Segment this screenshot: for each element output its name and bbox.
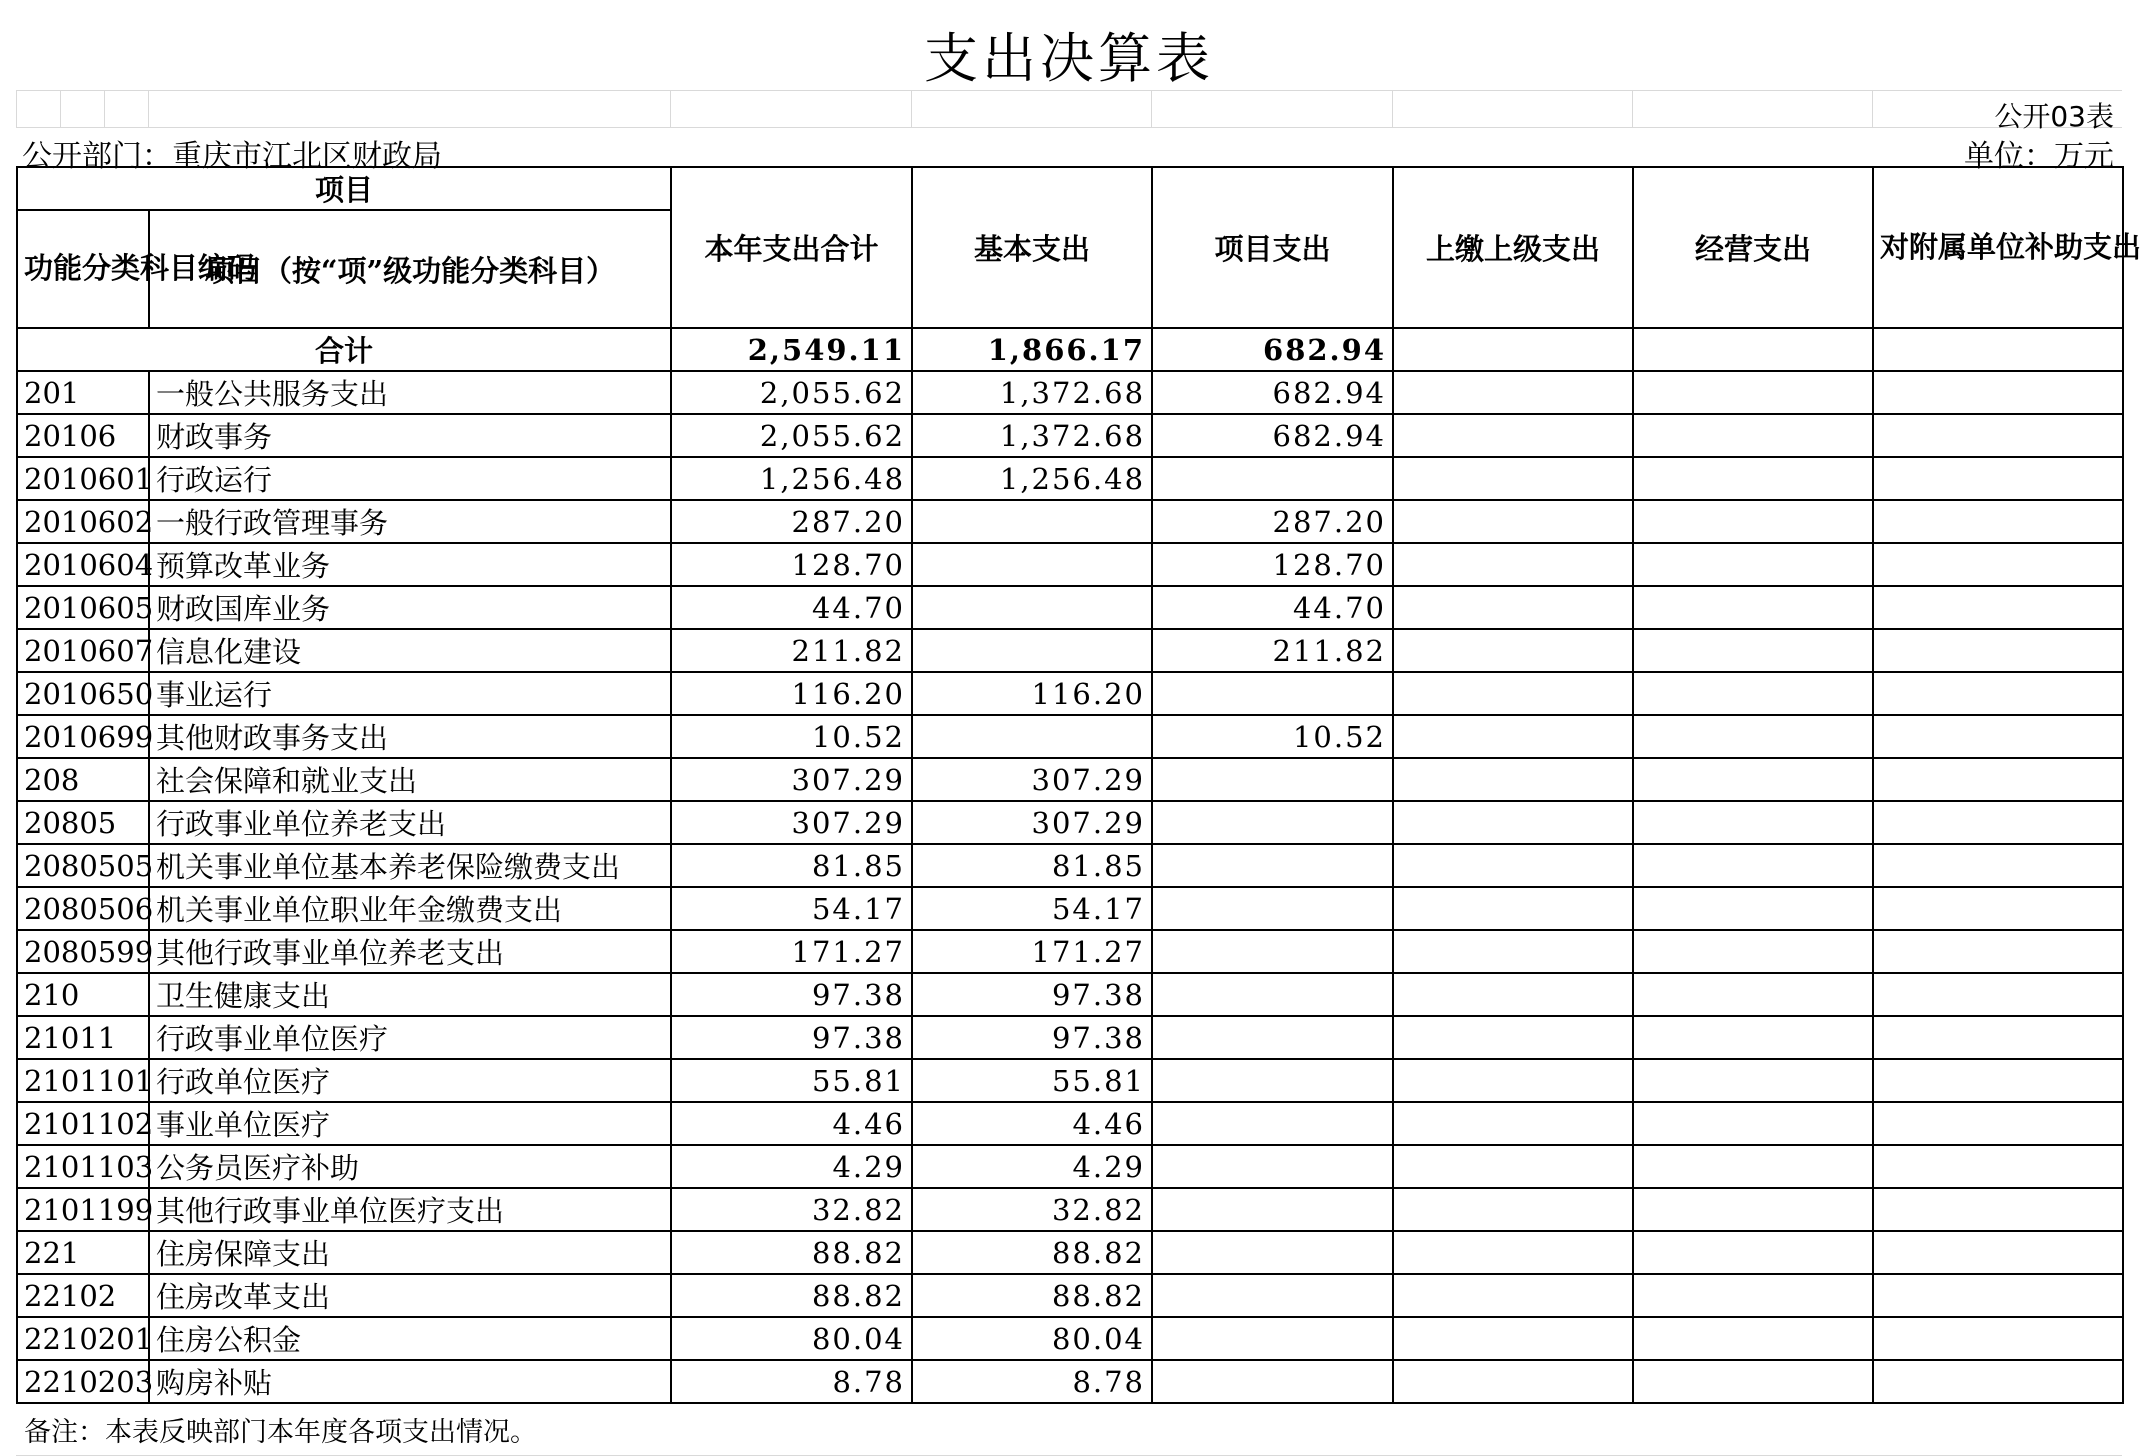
table-row: [17, 543, 2123, 586]
business-cell: [1633, 715, 1873, 758]
business-cell: [1633, 1188, 1873, 1231]
basic-cell: 80.04: [912, 1317, 1152, 1360]
project-cell: 128.70: [1152, 543, 1393, 586]
business-cell: [1633, 801, 1873, 844]
subsidy-cell: [1873, 1016, 2123, 1059]
total-project: 682.94: [1152, 328, 1393, 371]
project-cell: [1152, 1274, 1393, 1317]
total-cell: 81.85: [671, 844, 912, 887]
project-cell: [1152, 973, 1393, 1016]
project-cell: [1152, 672, 1393, 715]
business-cell: [1633, 672, 1873, 715]
grid-cell: [1872, 91, 1873, 127]
project-cell: [1152, 1059, 1393, 1102]
subsidy-cell: [1873, 1274, 2123, 1317]
table-row: [17, 1102, 2123, 1145]
subsidy-cell: [1873, 930, 2123, 973]
business-cell: [1633, 414, 1873, 457]
spreadsheet: [16, 18, 2141, 1456]
code-cell: 2101199: [17, 1188, 149, 1231]
code-cell: 210: [17, 973, 149, 1016]
table-row: [17, 1059, 2123, 1102]
business-header: 经营支出: [1633, 167, 1873, 328]
upper-cell: [1393, 1016, 1633, 1059]
business-cell: [1633, 1102, 1873, 1145]
total-cell: 1,256.48: [671, 457, 912, 500]
project-cell: [1152, 1231, 1393, 1274]
code-cell: 221: [17, 1231, 149, 1274]
table-row: [17, 1188, 2123, 1231]
basic-cell: 307.29: [912, 801, 1152, 844]
total-cell: 8.78: [671, 1360, 912, 1403]
subsidy-cell: [1873, 1059, 2123, 1102]
total-cell: 128.70: [671, 543, 912, 586]
upper-cell: [1393, 543, 1633, 586]
table-row: [17, 1016, 2123, 1059]
upper-cell: [1393, 500, 1633, 543]
table-row: [17, 844, 2123, 887]
business-cell: [1633, 371, 1873, 414]
department-row: [16, 128, 2122, 174]
project-cell: [1152, 1317, 1393, 1360]
basic-cell: [912, 500, 1152, 543]
total-cell: 307.29: [671, 801, 912, 844]
total-cell: 116.20: [671, 672, 912, 715]
basic-cell: 4.46: [912, 1102, 1152, 1145]
business-cell: [1633, 930, 1873, 973]
project-cell: [1152, 1102, 1393, 1145]
total-cell: 88.82: [671, 1274, 912, 1317]
table-row: [17, 371, 2123, 414]
subsidy-cell: [1873, 1102, 2123, 1145]
project-cell: 10.52: [1152, 715, 1393, 758]
table-row: [17, 1231, 2123, 1274]
code-cell: 2010604: [17, 543, 149, 586]
name-cell: 社会保障和就业支出: [149, 758, 671, 801]
name-cell: 住房保障支出: [149, 1231, 671, 1274]
business-cell: [1633, 1317, 1873, 1360]
code-cell: 22102: [17, 1274, 149, 1317]
table-row: [17, 758, 2123, 801]
code-cell: 2010601: [17, 457, 149, 500]
basic-cell: 97.38: [912, 1016, 1152, 1059]
upper-cell: [1393, 1317, 1633, 1360]
total-cell: 44.70: [671, 586, 912, 629]
total-business: [1633, 328, 1873, 371]
business-cell: [1633, 1231, 1873, 1274]
table-row: [17, 414, 2123, 457]
unit-label: 单位：万元: [1964, 139, 2114, 174]
name-cell: 财政事务: [149, 414, 671, 457]
total-cell: 97.38: [671, 1016, 912, 1059]
name-cell: 机关事业单位基本养老保险缴费支出: [149, 844, 671, 887]
code-cell: 2010607: [17, 629, 149, 672]
grid-cell: [1392, 91, 1393, 127]
business-cell: [1633, 844, 1873, 887]
name-cell: 事业运行: [149, 672, 671, 715]
code-cell: 201: [17, 371, 149, 414]
basic-cell: 81.85: [912, 844, 1152, 887]
table-row: [17, 457, 2123, 500]
table-row: [17, 715, 2123, 758]
basic-cell: [912, 543, 1152, 586]
total-cell: 80.04: [671, 1317, 912, 1360]
project-cell: 682.94: [1152, 414, 1393, 457]
basic-cell: 4.29: [912, 1145, 1152, 1188]
table-row: [17, 629, 2123, 672]
subsidy-cell: [1873, 414, 2123, 457]
total-cell: 2,055.62: [671, 371, 912, 414]
upper-cell: [1393, 1274, 1633, 1317]
project-cell: [1152, 457, 1393, 500]
total-cell: 54.17: [671, 887, 912, 930]
project-cell: [1152, 1360, 1393, 1403]
name-cell: 住房改革支出: [149, 1274, 671, 1317]
basic-cell: 88.82: [912, 1231, 1152, 1274]
basic-cell: 8.78: [912, 1360, 1152, 1403]
upper-cell: [1393, 586, 1633, 629]
code-cell: 208: [17, 758, 149, 801]
name-cell: 其他行政事业单位养老支出: [149, 930, 671, 973]
name-cell: 公务员医疗补助: [149, 1145, 671, 1188]
project-cell: [1152, 1145, 1393, 1188]
basic-cell: 171.27: [912, 930, 1152, 973]
upper-cell: [1393, 1188, 1633, 1231]
upper-cell: [1393, 629, 1633, 672]
grid-cell: [1151, 91, 1152, 127]
project-cell: [1152, 1016, 1393, 1059]
total-header: 本年支出合计: [671, 167, 912, 328]
code-cell: 2010699: [17, 715, 149, 758]
total-label: 合计: [17, 328, 671, 371]
department-label: 公开部门：重庆市江北区财政局: [22, 139, 442, 174]
business-cell: [1633, 586, 1873, 629]
upper-cell: [1393, 371, 1633, 414]
grid-cell: [1632, 91, 1633, 127]
upper-cell: [1393, 1231, 1633, 1274]
table-row: [17, 1317, 2123, 1360]
total-cell: 97.38: [671, 973, 912, 1016]
project-header: 项目: [17, 167, 671, 210]
name-cell: 事业单位医疗: [149, 1102, 671, 1145]
name-cell: 住房公积金: [149, 1317, 671, 1360]
name-cell: 其他行政事业单位医疗支出: [149, 1188, 671, 1231]
name-cell: 信息化建设: [149, 629, 671, 672]
table-row: [17, 930, 2123, 973]
total-row: [17, 328, 2123, 371]
total-basic: 1,866.17: [912, 328, 1152, 371]
table-row: [17, 801, 2123, 844]
code-cell: 2080505: [17, 844, 149, 887]
basic-cell: 1,372.68: [912, 414, 1152, 457]
name-cell: 行政事业单位医疗: [149, 1016, 671, 1059]
total-cell: 287.20: [671, 500, 912, 543]
subsidy-cell: [1873, 629, 2123, 672]
table-body: [17, 328, 2123, 1403]
basic-cell: 55.81: [912, 1059, 1152, 1102]
business-cell: [1633, 543, 1873, 586]
basic-cell: 97.38: [912, 973, 1152, 1016]
project-cell: [1152, 801, 1393, 844]
basic-cell: 88.82: [912, 1274, 1152, 1317]
total-cell: 55.81: [671, 1059, 912, 1102]
project-cell: [1152, 887, 1393, 930]
code-cell: 2010602: [17, 500, 149, 543]
business-cell: [1633, 1059, 1873, 1102]
basic-cell: 307.29: [912, 758, 1152, 801]
basic-cell: 32.82: [912, 1188, 1152, 1231]
total-cell: 2,055.62: [671, 414, 912, 457]
subsidy-cell: [1873, 1231, 2123, 1274]
subsidy-cell: [1873, 758, 2123, 801]
table-row: [17, 586, 2123, 629]
code-cell: 2010650: [17, 672, 149, 715]
table-number-row: [16, 91, 2122, 133]
subsidy-cell: [1873, 844, 2123, 887]
basic-cell: 1,372.68: [912, 371, 1152, 414]
name-cell: 购房补贴: [149, 1360, 671, 1403]
upper-cell: [1393, 887, 1633, 930]
name-cell: 一般行政管理事务: [149, 500, 671, 543]
name-cell: 其他财政事务支出: [149, 715, 671, 758]
business-cell: [1633, 457, 1873, 500]
upper-cell: [1393, 1102, 1633, 1145]
grid-cell: [104, 91, 105, 127]
name-cell: 一般公共服务支出: [149, 371, 671, 414]
upper-cell: [1393, 1145, 1633, 1188]
subsidy-cell: [1873, 1360, 2123, 1403]
project-cell: 682.94: [1152, 371, 1393, 414]
upper-cell: [1393, 1059, 1633, 1102]
code-cell: 2010605: [17, 586, 149, 629]
project-cell: 287.20: [1152, 500, 1393, 543]
grid-cell: [60, 91, 61, 127]
project-cell: [1152, 758, 1393, 801]
code-cell: 2101101: [17, 1059, 149, 1102]
name-cell: 卫生健康支出: [149, 973, 671, 1016]
table-row: [17, 1274, 2123, 1317]
upper-cell: [1393, 715, 1633, 758]
table-row: [17, 500, 2123, 543]
subsidy-cell: [1873, 672, 2123, 715]
page-title: 支出决算表: [16, 18, 2122, 91]
total-cell: 4.46: [671, 1102, 912, 1145]
upper-cell: [1393, 801, 1633, 844]
upper-cell: [1393, 672, 1633, 715]
name-cell: 行政事业单位养老支出: [149, 801, 671, 844]
project-cell: [1152, 1188, 1393, 1231]
total-cell: 10.52: [671, 715, 912, 758]
grid-cell: [16, 91, 17, 127]
table-row: [17, 973, 2123, 1016]
total-cell: 211.82: [671, 629, 912, 672]
subsidy-cell: [1873, 500, 2123, 543]
code-cell: 20805: [17, 801, 149, 844]
total-cell: 171.27: [671, 930, 912, 973]
project-cell: [1152, 844, 1393, 887]
table-row: [17, 887, 2123, 930]
business-cell: [1633, 1145, 1873, 1188]
total-cell: 88.82: [671, 1231, 912, 1274]
project-cell: 44.70: [1152, 586, 1393, 629]
business-cell: [1633, 500, 1873, 543]
code-cell: 2080506: [17, 887, 149, 930]
table-number: 公开03表: [1994, 100, 2114, 133]
code-cell: 20106: [17, 414, 149, 457]
business-cell: [1633, 1274, 1873, 1317]
code-header: 功能分类科目编码: [17, 210, 149, 328]
upper-cell: [1393, 844, 1633, 887]
code-cell: 2101102: [17, 1102, 149, 1145]
table-row: [17, 672, 2123, 715]
basic-cell: [912, 629, 1152, 672]
expenditure-table: [16, 166, 2141, 1404]
code-cell: 2080599: [17, 930, 149, 973]
total-upper: [1393, 328, 1633, 371]
basic-cell: [912, 715, 1152, 758]
subsidy-header: 对附属单位补助支出: [1873, 167, 2123, 328]
total-cell: 4.29: [671, 1145, 912, 1188]
table-row: [17, 1145, 2123, 1188]
business-cell: [1633, 1016, 1873, 1059]
basic-cell: 116.20: [912, 672, 1152, 715]
upper-header: 上缴上级支出: [1393, 167, 1633, 328]
basic-cell: 54.17: [912, 887, 1152, 930]
project-cell: 211.82: [1152, 629, 1393, 672]
total-amount: 2,549.11: [671, 328, 912, 371]
code-cell: 21011: [17, 1016, 149, 1059]
business-cell: [1633, 973, 1873, 1016]
project-cell: [1152, 930, 1393, 973]
code-cell: 2210203: [17, 1360, 149, 1403]
upper-cell: [1393, 1360, 1633, 1403]
subsidy-cell: [1873, 586, 2123, 629]
name-cell: 财政国库业务: [149, 586, 671, 629]
name-cell: 机关事业单位职业年金缴费支出: [149, 887, 671, 930]
subsidy-cell: [1873, 457, 2123, 500]
name-cell: 行政单位医疗: [149, 1059, 671, 1102]
business-cell: [1633, 1360, 1873, 1403]
business-cell: [1633, 629, 1873, 672]
table-row: [17, 1360, 2123, 1403]
subsidy-cell: [1873, 1145, 2123, 1188]
total-cell: 32.82: [671, 1188, 912, 1231]
basic-cell: 1,256.48: [912, 457, 1152, 500]
business-cell: [1633, 887, 1873, 930]
subsidy-cell: [1873, 371, 2123, 414]
basic-cell: [912, 586, 1152, 629]
basic-header: 基本支出: [912, 167, 1152, 328]
name-header: 项目（按“项”级功能分类科目）: [149, 210, 671, 328]
upper-cell: [1393, 457, 1633, 500]
footnote: 备注：本表反映部门本年度各项支出情况。: [16, 1404, 2122, 1456]
upper-cell: [1393, 414, 1633, 457]
subsidy-cell: [1873, 973, 2123, 1016]
upper-cell: [1393, 973, 1633, 1016]
grid-cell: [148, 91, 149, 127]
project-expense-header: 项目支出: [1152, 167, 1393, 328]
grid-cell: [911, 91, 912, 127]
business-cell: [1633, 758, 1873, 801]
total-subsidy: [1873, 328, 2123, 371]
code-cell: 2210201: [17, 1317, 149, 1360]
grid-cell: [670, 91, 671, 127]
code-cell: 2101103: [17, 1145, 149, 1188]
upper-cell: [1393, 758, 1633, 801]
name-cell: 行政运行: [149, 457, 671, 500]
subsidy-cell: [1873, 1188, 2123, 1231]
upper-cell: [1393, 930, 1633, 973]
subsidy-cell: [1873, 887, 2123, 930]
subsidy-cell: [1873, 1317, 2123, 1360]
name-cell: 预算改革业务: [149, 543, 671, 586]
subsidy-cell: [1873, 715, 2123, 758]
total-cell: 307.29: [671, 758, 912, 801]
subsidy-cell: [1873, 801, 2123, 844]
subsidy-cell: [1873, 543, 2123, 586]
